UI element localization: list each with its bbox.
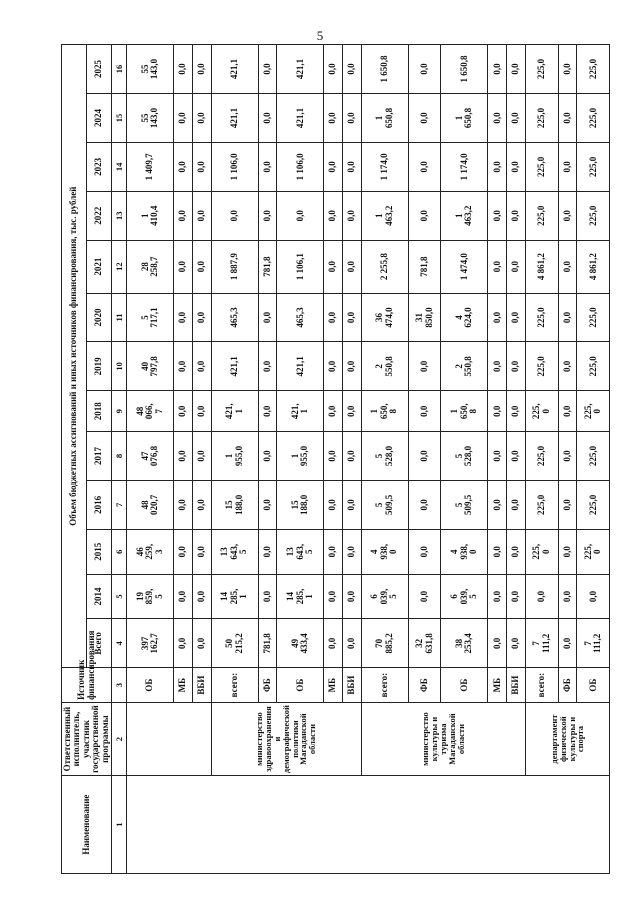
value-cell: 0,0 bbox=[258, 142, 277, 191]
value-cell: 0,0 bbox=[558, 432, 577, 481]
value-cell: 421,1 bbox=[277, 94, 324, 143]
value-cell: 14 285, 1 bbox=[211, 574, 258, 619]
value-cell: 0,0 bbox=[507, 142, 526, 191]
value-cell: 0,0 bbox=[192, 45, 211, 94]
column-number: 2 bbox=[112, 702, 127, 775]
page-number: 5 bbox=[316, 28, 324, 43]
value-cell: 2 550,8 bbox=[361, 342, 408, 391]
value-cell: 2 550,8 bbox=[441, 342, 488, 391]
table-row bbox=[211, 45, 258, 874]
column-number: 10 bbox=[112, 342, 127, 391]
header-year: 2025 bbox=[87, 45, 112, 94]
value-cell: 1 650,8 bbox=[361, 94, 408, 143]
value-cell: 0,0 bbox=[558, 94, 577, 143]
value-cell: 6 039, 5 bbox=[361, 574, 408, 619]
value-cell: 5 528,0 bbox=[441, 432, 488, 481]
value-cell: 1 650,8 bbox=[441, 45, 488, 94]
value-cell: 421, 1 bbox=[277, 391, 324, 432]
header-year: 2020 bbox=[87, 293, 112, 342]
value-cell: 225,0 bbox=[577, 293, 610, 342]
value-cell: 1 650, 8 bbox=[441, 391, 488, 432]
value-cell: 19 859, 5 bbox=[127, 574, 174, 619]
value-cell: 0,0 bbox=[507, 293, 526, 342]
source-cell: ФБ bbox=[558, 668, 577, 703]
value-cell: 14 285, 1 bbox=[277, 574, 324, 619]
value-cell: 225,0 bbox=[525, 293, 558, 342]
value-cell: 0,0 bbox=[211, 191, 258, 240]
value-cell: 421,1 bbox=[211, 45, 258, 94]
source-cell: всего: bbox=[525, 668, 558, 703]
value-cell: 225, 0 bbox=[525, 529, 558, 574]
value-cell: 0,0 bbox=[324, 432, 343, 481]
value-cell: 0,0 bbox=[192, 619, 211, 668]
value-cell: 0,0 bbox=[192, 342, 211, 391]
value-cell: 0,0 bbox=[174, 240, 193, 293]
value-cell: 0,0 bbox=[192, 142, 211, 191]
value-cell: 0,0 bbox=[507, 432, 526, 481]
value-cell: 0,0 bbox=[558, 45, 577, 94]
value-cell: 48 066, 7 bbox=[127, 391, 174, 432]
value-cell: 0,0 bbox=[342, 432, 361, 481]
value-cell: 0,0 bbox=[342, 94, 361, 143]
source-cell: ВБИ bbox=[342, 668, 361, 703]
value-cell: 0,0 bbox=[342, 619, 361, 668]
value-cell: 0,0 bbox=[558, 142, 577, 191]
value-cell: 1 463,2 bbox=[361, 191, 408, 240]
value-cell: 0,0 bbox=[277, 191, 324, 240]
value-cell: 0,0 bbox=[192, 94, 211, 143]
header-source: Источник финансирования bbox=[62, 668, 112, 703]
value-cell: 0,0 bbox=[324, 293, 343, 342]
value-cell: 1 410,4 bbox=[127, 191, 174, 240]
column-number: 6 bbox=[112, 529, 127, 574]
value-cell: 0,0 bbox=[507, 94, 526, 143]
value-cell: 0,0 bbox=[258, 191, 277, 240]
value-cell: 0,0 bbox=[174, 619, 193, 668]
value-cell: 1 106,1 bbox=[277, 240, 324, 293]
header-year: 2024 bbox=[87, 94, 112, 143]
column-number: 14 bbox=[112, 142, 127, 191]
value-cell: 0,0 bbox=[342, 45, 361, 94]
value-cell: 0,0 bbox=[342, 480, 361, 529]
value-cell: 0,0 bbox=[258, 45, 277, 94]
header-year: 2015 bbox=[87, 529, 112, 574]
source-cell: МБ bbox=[324, 668, 343, 703]
column-number: 1 bbox=[112, 776, 127, 874]
value-cell: 225,0 bbox=[577, 191, 610, 240]
value-cell: 465,3 bbox=[211, 293, 258, 342]
value-cell: 1 106,0 bbox=[277, 142, 324, 191]
value-cell: 55 143,0 bbox=[127, 45, 174, 94]
value-cell: 4 938, 0 bbox=[441, 529, 488, 574]
funding-table bbox=[61, 44, 610, 874]
header-year: 2016 bbox=[87, 480, 112, 529]
value-cell: 781,8 bbox=[408, 240, 441, 293]
executor-cell bbox=[127, 702, 211, 775]
value-cell: 0,0 bbox=[192, 529, 211, 574]
value-cell: 225,0 bbox=[525, 142, 558, 191]
value-cell: 13 643, 5 bbox=[277, 529, 324, 574]
value-cell: 225,0 bbox=[525, 191, 558, 240]
column-number: 4 bbox=[112, 619, 127, 668]
value-cell: 0,0 bbox=[408, 432, 441, 481]
value-cell: 0,0 bbox=[258, 94, 277, 143]
value-cell: 2 255,8 bbox=[361, 240, 408, 293]
value-cell: 0,0 bbox=[174, 142, 193, 191]
header-year: 2022 bbox=[87, 191, 112, 240]
value-cell: 1 955,0 bbox=[211, 432, 258, 481]
value-cell: 0,0 bbox=[174, 191, 193, 240]
executor-cell: министерство здравоохранения и демографической политики Магаданской области bbox=[211, 702, 361, 775]
source-cell: МБ bbox=[488, 668, 507, 703]
value-cell: 0,0 bbox=[408, 94, 441, 143]
value-cell: 781,8 bbox=[258, 619, 277, 668]
value-cell: 0,0 bbox=[324, 529, 343, 574]
column-number: 12 bbox=[112, 240, 127, 293]
value-cell: 225,0 bbox=[525, 480, 558, 529]
value-cell: 15 188,0 bbox=[211, 480, 258, 529]
value-cell: 1 650, 8 bbox=[361, 391, 408, 432]
value-cell: 0,0 bbox=[258, 480, 277, 529]
value-cell: 0,0 bbox=[258, 529, 277, 574]
source-cell: ОБ bbox=[577, 668, 610, 703]
value-cell: 0,0 bbox=[558, 529, 577, 574]
executor-cell: министерство культуры и туризма Магаданской области bbox=[361, 702, 525, 775]
column-number: 8 bbox=[112, 432, 127, 481]
value-cell: 0,0 bbox=[342, 293, 361, 342]
value-cell: 0,0 bbox=[174, 342, 193, 391]
value-cell: 5 509,5 bbox=[441, 480, 488, 529]
value-cell: 55 143,0 bbox=[127, 94, 174, 143]
value-cell: 0,0 bbox=[174, 45, 193, 94]
value-cell: 0,0 bbox=[192, 432, 211, 481]
value-cell: 0,0 bbox=[342, 142, 361, 191]
column-number: 11 bbox=[112, 293, 127, 342]
column-number: 3 bbox=[112, 668, 127, 703]
table-row bbox=[525, 45, 558, 874]
value-cell: 0,0 bbox=[192, 191, 211, 240]
value-cell: 0,0 bbox=[558, 293, 577, 342]
value-cell: 1 650,8 bbox=[361, 45, 408, 94]
value-cell: 0,0 bbox=[192, 574, 211, 619]
value-cell: 0,0 bbox=[558, 574, 577, 619]
value-cell: 0,0 bbox=[408, 45, 441, 94]
value-cell: 0,0 bbox=[342, 342, 361, 391]
value-cell: 0,0 bbox=[324, 240, 343, 293]
value-cell: 13 643, 5 bbox=[211, 529, 258, 574]
header-year: 2019 bbox=[87, 342, 112, 391]
value-cell: 0,0 bbox=[408, 142, 441, 191]
value-cell: 0,0 bbox=[408, 529, 441, 574]
header-year: 2021 bbox=[87, 240, 112, 293]
value-cell: 0,0 bbox=[192, 293, 211, 342]
column-number: 7 bbox=[112, 480, 127, 529]
value-cell: 0,0 bbox=[342, 529, 361, 574]
value-cell: 1 474,0 bbox=[441, 240, 488, 293]
value-cell: 0,0 bbox=[507, 240, 526, 293]
value-cell: 7 111,2 bbox=[525, 619, 558, 668]
value-cell: 0,0 bbox=[258, 391, 277, 432]
value-cell: 49 433,4 bbox=[277, 619, 324, 668]
header-volume: Объем бюджетных ассигнований и иных источников финансирования, тыс. рублей bbox=[62, 45, 87, 668]
value-cell: 1 174,0 bbox=[361, 142, 408, 191]
column-number: 16 bbox=[112, 45, 127, 94]
source-cell: МБ bbox=[174, 668, 193, 703]
value-cell: 0,0 bbox=[507, 480, 526, 529]
value-cell: 0,0 bbox=[174, 391, 193, 432]
value-cell: 0,0 bbox=[258, 293, 277, 342]
value-cell: 0,0 bbox=[324, 342, 343, 391]
value-cell: 0,0 bbox=[342, 191, 361, 240]
value-cell: 40 797,8 bbox=[127, 342, 174, 391]
value-cell: 1 955,0 bbox=[277, 432, 324, 481]
value-cell: 0,0 bbox=[577, 574, 610, 619]
value-cell: 0,0 bbox=[174, 293, 193, 342]
value-cell: 0,0 bbox=[408, 342, 441, 391]
value-cell: 48 020,7 bbox=[127, 480, 174, 529]
value-cell: 0,0 bbox=[488, 342, 507, 391]
value-cell: 1 650,8 bbox=[441, 94, 488, 143]
value-cell: 0,0 bbox=[507, 342, 526, 391]
column-number: 9 bbox=[112, 391, 127, 432]
value-cell: 0,0 bbox=[507, 574, 526, 619]
value-cell: 1 887,9 bbox=[211, 240, 258, 293]
value-cell: 46 259, 3 bbox=[127, 529, 174, 574]
value-cell: 36 474,0 bbox=[361, 293, 408, 342]
value-cell: 225, 0 bbox=[577, 529, 610, 574]
table-row bbox=[127, 45, 174, 874]
value-cell: 421,1 bbox=[277, 342, 324, 391]
executor-cell: департамент физической культуры и спорта bbox=[525, 702, 610, 775]
value-cell: 0,0 bbox=[408, 191, 441, 240]
value-cell: 0,0 bbox=[324, 574, 343, 619]
value-cell: 0,0 bbox=[174, 94, 193, 143]
value-cell: 0,0 bbox=[507, 191, 526, 240]
value-cell: 0,0 bbox=[258, 574, 277, 619]
column-number: 13 bbox=[112, 191, 127, 240]
value-cell: 0,0 bbox=[408, 391, 441, 432]
value-cell: 0,0 bbox=[408, 574, 441, 619]
value-cell: 5 717,1 bbox=[127, 293, 174, 342]
value-cell: 225,0 bbox=[525, 94, 558, 143]
value-cell: 421, 1 bbox=[211, 391, 258, 432]
value-cell: 397 162,7 bbox=[127, 619, 174, 668]
program-name-cell bbox=[127, 776, 610, 874]
value-cell: 0,0 bbox=[488, 432, 507, 481]
value-cell: 0,0 bbox=[558, 240, 577, 293]
value-cell: 5 528,0 bbox=[361, 432, 408, 481]
value-cell: 0,0 bbox=[258, 432, 277, 481]
source-cell: всего: bbox=[211, 668, 258, 703]
value-cell: 0,0 bbox=[174, 529, 193, 574]
value-cell: 28 258,7 bbox=[127, 240, 174, 293]
value-cell: 0,0 bbox=[507, 529, 526, 574]
header-year: Всего bbox=[87, 619, 112, 668]
value-cell: 225, 0 bbox=[577, 391, 610, 432]
value-cell: 0,0 bbox=[488, 293, 507, 342]
value-cell: 0,0 bbox=[488, 240, 507, 293]
header-executor: Ответственный исполнитель, участник государственной программы bbox=[62, 702, 112, 775]
value-cell: 0,0 bbox=[488, 619, 507, 668]
value-cell: 421,1 bbox=[277, 45, 324, 94]
value-cell: 15 188,0 bbox=[277, 480, 324, 529]
value-cell: 465,3 bbox=[277, 293, 324, 342]
table-rotated-wrapper bbox=[61, 44, 603, 874]
value-cell: 0,0 bbox=[324, 142, 343, 191]
value-cell: 225,0 bbox=[525, 45, 558, 94]
value-cell: 225,0 bbox=[577, 142, 610, 191]
value-cell: 225,0 bbox=[577, 432, 610, 481]
value-cell: 1 174,0 bbox=[441, 142, 488, 191]
value-cell: 0,0 bbox=[174, 432, 193, 481]
value-cell: 0,0 bbox=[174, 574, 193, 619]
value-cell: 225,0 bbox=[577, 342, 610, 391]
source-cell: ВБИ bbox=[507, 668, 526, 703]
value-cell: 0,0 bbox=[488, 142, 507, 191]
value-cell: 0,0 bbox=[558, 480, 577, 529]
value-cell: 225,0 bbox=[577, 94, 610, 143]
value-cell: 50 215,2 bbox=[211, 619, 258, 668]
value-cell: 0,0 bbox=[324, 619, 343, 668]
value-cell: 0,0 bbox=[342, 240, 361, 293]
value-cell: 0,0 bbox=[488, 45, 507, 94]
header-year: 2017 bbox=[87, 432, 112, 481]
value-cell: 0,0 bbox=[558, 342, 577, 391]
value-cell: 0,0 bbox=[488, 391, 507, 432]
header-year: 2014 bbox=[87, 574, 112, 619]
source-cell: ФБ bbox=[258, 668, 277, 703]
value-cell: 1 106,0 bbox=[211, 142, 258, 191]
value-cell: 4 861,2 bbox=[577, 240, 610, 293]
value-cell: 0,0 bbox=[525, 574, 558, 619]
value-cell: 0,0 bbox=[488, 529, 507, 574]
value-cell: 70 885,2 bbox=[361, 619, 408, 668]
value-cell: 0,0 bbox=[558, 619, 577, 668]
value-cell: 7 111,2 bbox=[577, 619, 610, 668]
value-cell: 31 850,0 bbox=[408, 293, 441, 342]
value-cell: 0,0 bbox=[408, 480, 441, 529]
value-cell: 0,0 bbox=[324, 45, 343, 94]
value-cell: 32 631,8 bbox=[408, 619, 441, 668]
value-cell: 0,0 bbox=[324, 391, 343, 432]
value-cell: 421,1 bbox=[211, 94, 258, 143]
value-cell: 0,0 bbox=[258, 342, 277, 391]
source-cell: ОБ bbox=[277, 668, 324, 703]
value-cell: 225,0 bbox=[525, 432, 558, 481]
value-cell: 225,0 bbox=[525, 342, 558, 391]
value-cell: 0,0 bbox=[558, 191, 577, 240]
value-cell: 0,0 bbox=[174, 480, 193, 529]
value-cell: 4 861,2 bbox=[525, 240, 558, 293]
header-year: 2018 bbox=[87, 391, 112, 432]
column-number: 5 bbox=[112, 574, 127, 619]
header-year: 2023 bbox=[87, 142, 112, 191]
value-cell: 4 938, 0 bbox=[361, 529, 408, 574]
value-cell: 0,0 bbox=[324, 94, 343, 143]
column-number: 15 bbox=[112, 94, 127, 143]
table-row bbox=[361, 45, 408, 874]
value-cell: 0,0 bbox=[488, 574, 507, 619]
value-cell: 0,0 bbox=[324, 191, 343, 240]
value-cell: 225,0 bbox=[577, 480, 610, 529]
value-cell: 225, 0 bbox=[525, 391, 558, 432]
value-cell: 0,0 bbox=[558, 391, 577, 432]
header-name: Наименование bbox=[62, 776, 112, 874]
value-cell: 1 463,2 bbox=[441, 191, 488, 240]
value-cell: 0,0 bbox=[488, 480, 507, 529]
value-cell: 5 509,5 bbox=[361, 480, 408, 529]
value-cell: 0,0 bbox=[488, 191, 507, 240]
value-cell: 225,0 bbox=[577, 45, 610, 94]
value-cell: 781,8 bbox=[258, 240, 277, 293]
value-cell: 0,0 bbox=[488, 94, 507, 143]
source-cell: ФБ bbox=[408, 668, 441, 703]
value-cell: 0,0 bbox=[507, 619, 526, 668]
value-cell: 6 039, 5 bbox=[441, 574, 488, 619]
source-cell: ОБ bbox=[127, 668, 174, 703]
value-cell: 0,0 bbox=[342, 574, 361, 619]
value-cell: 1 409,7 bbox=[127, 142, 174, 191]
value-cell: 0,0 bbox=[192, 391, 211, 432]
value-cell: 4 624,0 bbox=[441, 293, 488, 342]
value-cell: 0,0 bbox=[342, 391, 361, 432]
value-cell: 47 076,8 bbox=[127, 432, 174, 481]
value-cell: 38 253,4 bbox=[441, 619, 488, 668]
source-cell: ОБ bbox=[441, 668, 488, 703]
value-cell: 0,0 bbox=[192, 480, 211, 529]
value-cell: 0,0 bbox=[324, 480, 343, 529]
source-cell: всего: bbox=[361, 668, 408, 703]
value-cell: 0,0 bbox=[192, 240, 211, 293]
value-cell: 421,1 bbox=[211, 342, 258, 391]
value-cell: 0,0 bbox=[507, 391, 526, 432]
value-cell: 0,0 bbox=[507, 45, 526, 94]
source-cell: ВБИ bbox=[192, 668, 211, 703]
